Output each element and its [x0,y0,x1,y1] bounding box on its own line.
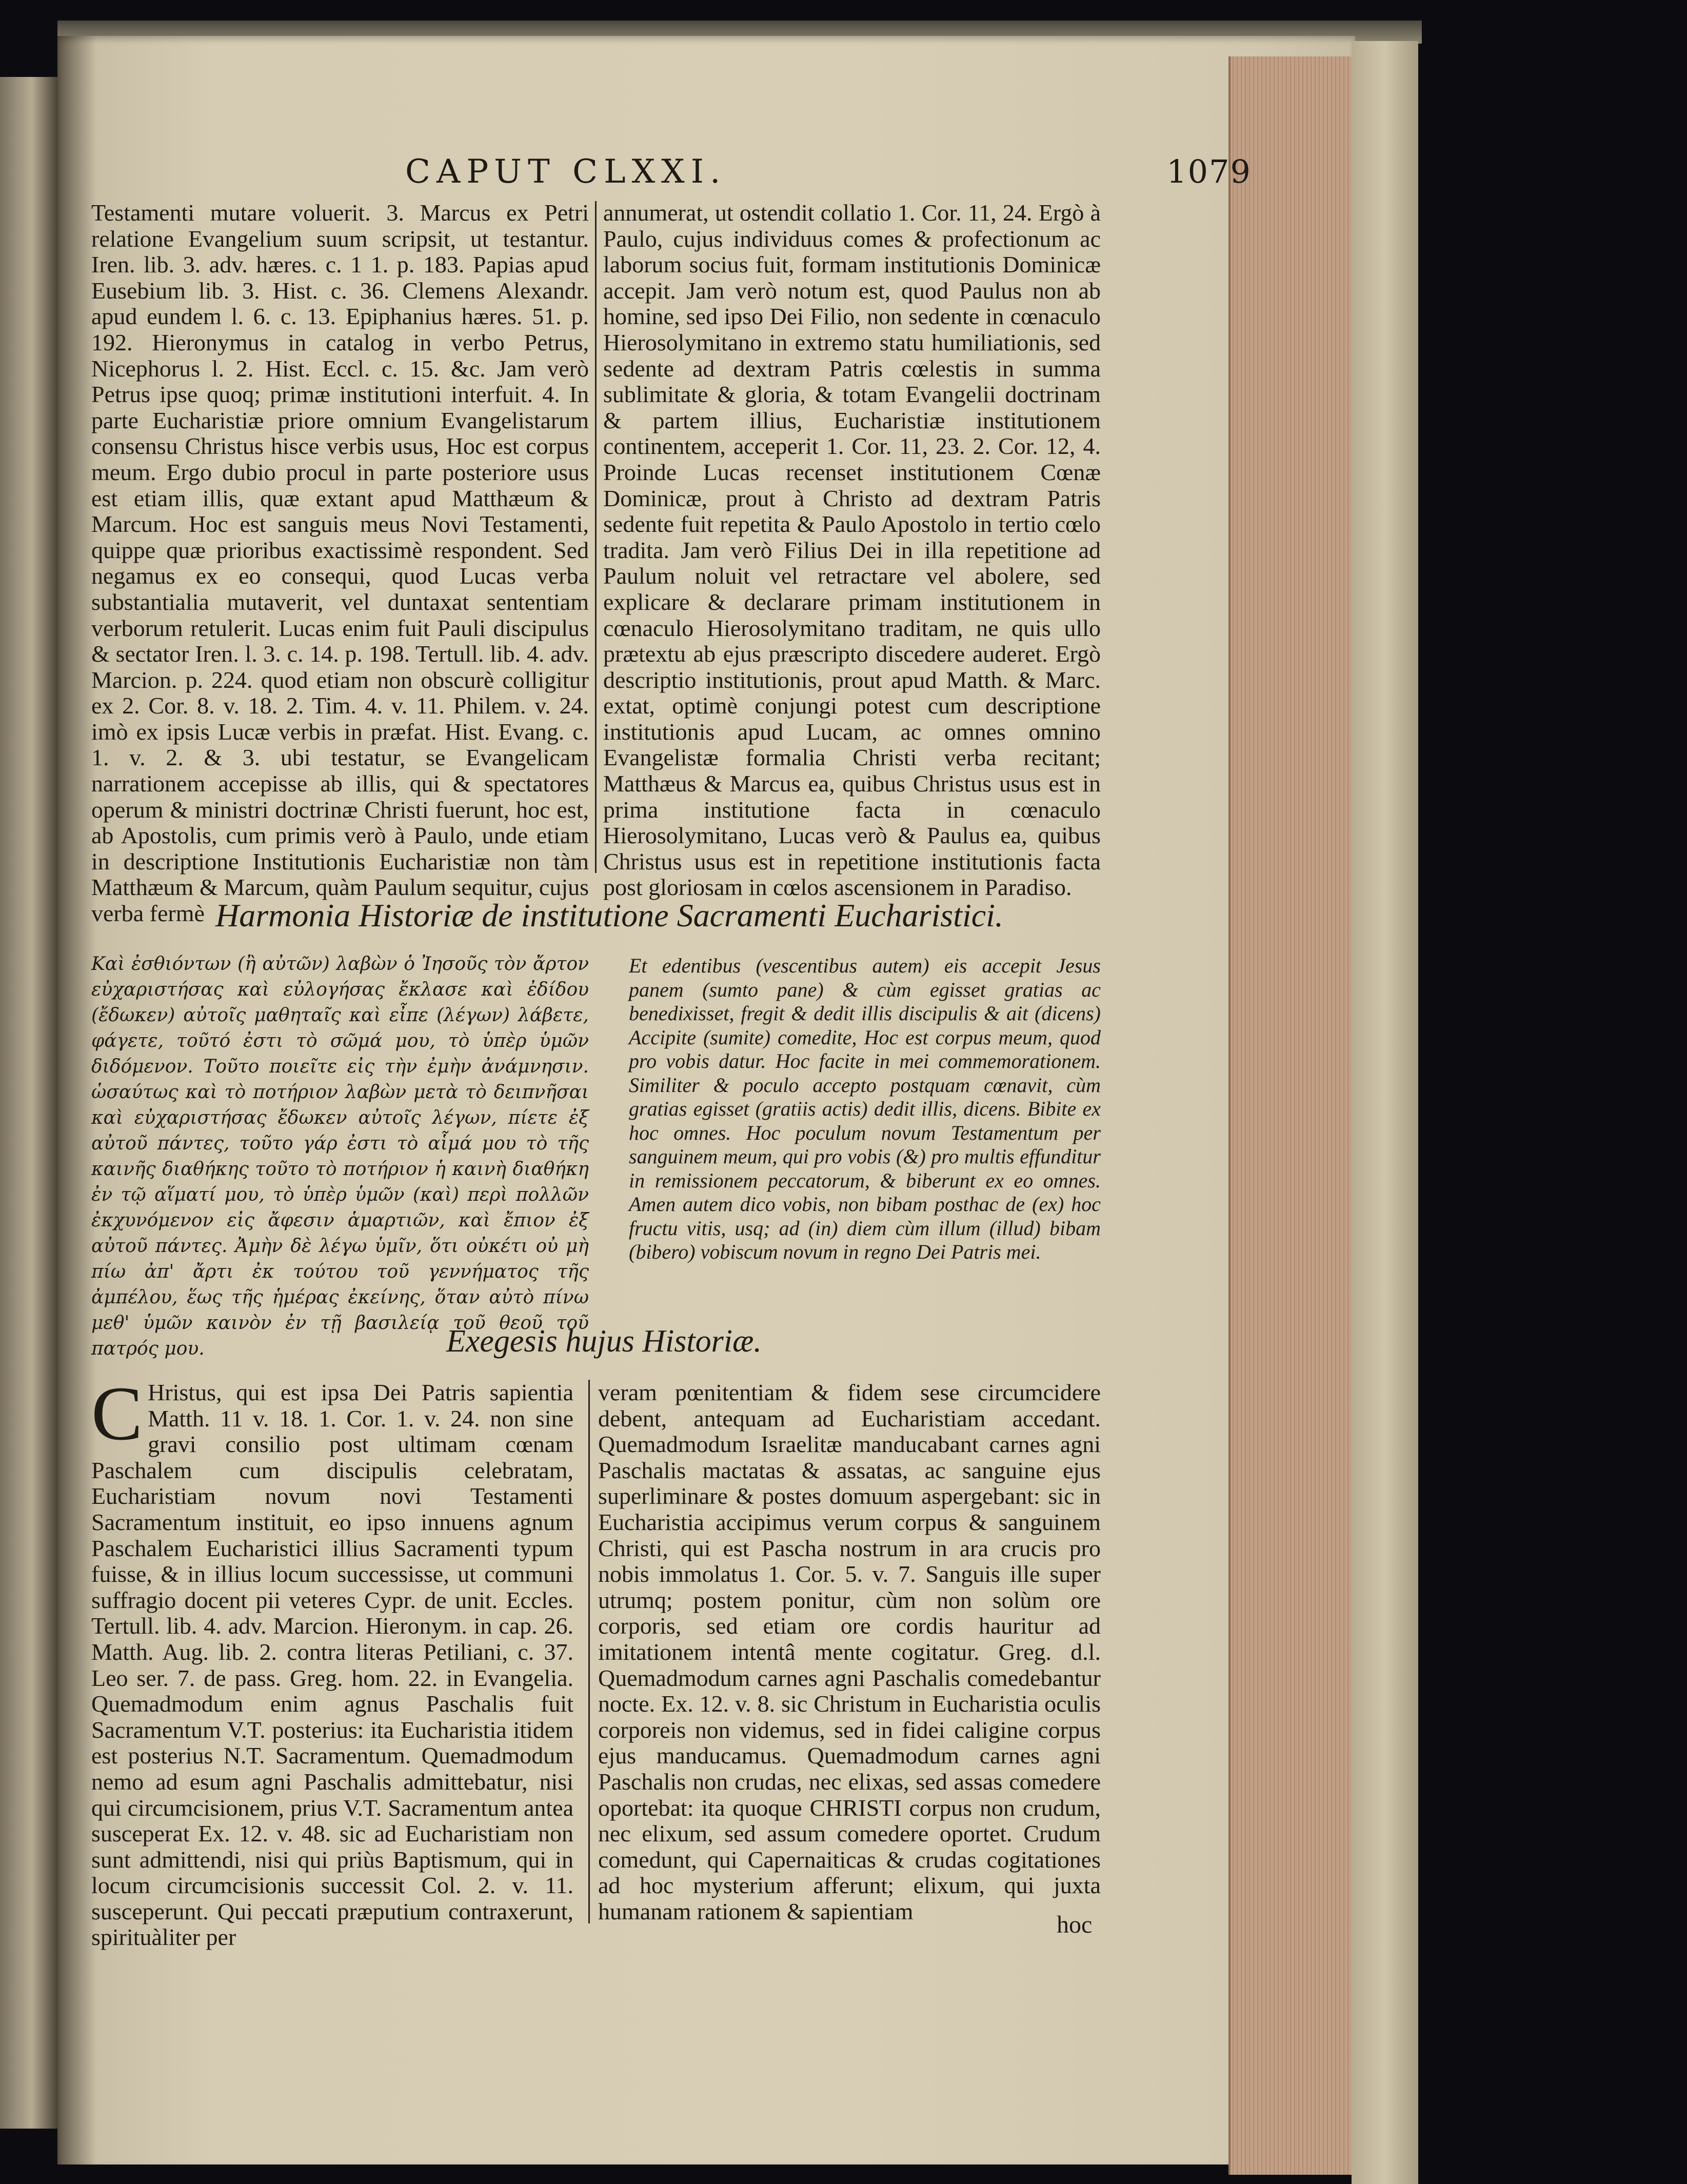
book-cover-edge [1352,41,1418,2184]
top-left-column: Testamenti mutare voluerit. 3. Marcus ex Petri relatione Evangelium suum scripsit, ut testantur. Iren. lib. 3. adv. hæres. c. 1 1. p. 183. Papias apud Eusebium lib. 3. Hist. c. 36. Clemens Alexandr. apud eundem l. 6. c. 13. Epiphanius hæres. 51. p. 192. Hieronymus in catalog in verbo Petrus, Nicephorus l. 2. Hist. Eccl. c. 15. &c. Jam verò Petrus ipse quoq; primæ institutioni interfuit. 4. In parte Eucharistiæ priore omnium Evangelistarum consensu Christus hisce verbis usus, Hoc est corpus meum. Ergo dubio procul in parte posteriore usus est etiam illis, quæ extant apud Matthæum & Marcum. Hoc est sanguis meus Novi Testamenti, quippe quæ prioribus exactissimè respondent. Sed negamus ex eo consequi, quod Lucas verba substantialia mutaverit, vel duntaxat sententiam verborum retulerit. Lucas enim fuit Pauli discipulus & sectator Iren. l. 3. c. 14. p. 198. Tertull. lib. 4. adv. Marcion. p. 224. quod etiam non obscurè colligitur ex 2. Cor. 8. v. 18. 2. Tim. 4. v. 11. Philem. v. 24. imò ex ipsis Lucæ verbis in præfat. Hist. Evang. c. 1. v. 2. & 3. ubi testatur, se Evangelicam narrationem accepisse ab illis, qui & spectatores operum & ministri doctrinæ Christi fuerunt, hoc est, ab Apostolis, cum primis verò à Paulo, unde etiam in descriptione Institutionis Eucharistiæ non tàm Matthæum & Marcum, quàm Paulum sequitur, cujus verba fermè [91,200,589,927]
column-divider-top [595,201,597,873]
column-divider-bottom [588,1380,590,1923]
bottom-right-column: veram pœnitentiam & fidem sese circumcidere debent, antequam ad Eucharistiam accedant. Quemadmodum Israelitæ manducabant carnes agni Paschalis mactatas & assatas, ac sanguine ejus superliminare & postes domuum aspergebant: sic in Eucharistia accipimus verum corpus & sanguinem Christi, qui est Pascha nostrum in ara crucis pro nobis immolatus 1. Cor. 5. v. 7. Sanguis ille super utrumq; postem ponitur, cùm non solùm ore corporis, sed etiam ore cordis hauritur ad imitationem intentâ mente cogitatur. Greg. d.l. Quemadmodum carnes agni Paschalis comedebantur nocte. Ex. 12. v. 8. sic Christum in Eucharistia oculis corporeis non videmus, sed in fidei caligine corpus ejus manducamus. Quemadmodum carnes agni Paschalis non crudas, nec elixas, sed assas comedere oportebat: ita quoque CHRISTI corpus non crudum, nec elixum, sed assum comedere oportet. Crudum comedunt, qui Capernaiticas & crudas cogitationes ad hoc mysterium afferunt; elixum, qui juxta humanam rationem & sapientiam [598,1379,1101,1924]
page-edges [1228,56,1354,2175]
bottom-left-text: Hristus, qui est ipsa Dei Patris sapientia Matth. 11 v. 18. 1. Cor. 1. v. 24. non sine gravi consilio post ultimam cœnam Paschalem cum discipulis celebratam, Eucharistiam novum novi Testamenti Sacramentum instituit, eo ipso innuens agnum Paschalem Eucharistici illius Sacramenti typum fuisse, & in illius locum successisse, ut communi suffragio docent pii veteres Cypr. de unit. Eccles. Tertull. lib. 4. adv. Marcion. Hieronym. in cap. 26. Matth. Aug. lib. 2. contra literas Petiliani, c. 37. Leo ser. 7. de pass. Greg. hom. 22. in Evangelia. Quemadmodum enim agnus Paschalis fuit Sacramentum V.T. posterius: ita Eucharistia itidem est posterius N.T. Sacramentum. Quemadmodum nemo ad esum agni Paschalis admittebatur, nisi qui circumcisionem, prius V.T. Sacramentum antea susceperat Ex. 12. v. 48. sic ad Eucharistiam non sunt admittendi, nisi qui priùs Baptismum, qui in locum circumcisionis successit Col. 2. v. 11. susceperunt. Qui peccati præputium contraxerunt, spirituàliter per [91,1379,573,1951]
bottom-left-column [91,1371,573,1951]
harmony-latin-text: Et edentibus (vescentibus autem) eis accepit Jesus panem (sumto pane) & cùm egisset gratias ac benedixisset, fregit & dedit illis discipulis & ait (dicens) Accipite (sumite) comedite, Hoc est corpus meum, quod pro vobis datur. Hoc facite in mei commemorationem. Similiter & poculo accepto postquam cœnavit, cùm gratias egisset (gratiis actis) dedit illis, dicens. Bibite ex hoc omnes. Hoc poculum novum Testamentum per sanguinem meum, qui pro vobis (&) pro multis effunditur in remissionem peccatorum, & biberunt ex eo omnes. Amen autem dico vobis, non bibam posthac de (ex) hoc fructu vitis, usq; ad (in) diem cùm illum (illud) bibam (bibero) vobiscum novum in regno Dei Patris mei. [629,954,1101,1263]
drop-cap: C [91,1371,143,1456]
exegesis-heading: Exegesis hujus Historiæ. [446,1324,762,1359]
running-header [405,153,1252,194]
harmony-greek-text: Καὶ ἐσθιόντων (ἢ αὐτῶν) λαβὼν ὁ Ἰησοῦς τὸν ἄρτον εὐχαριστήσας καὶ εὐλογήσας ἔκλασε καὶ ἐδίδου (ἔδωκεν) αὐτοῖς μαθηταῖς καὶ εἶπε (λέγων) λάβετε, φάγετε, τοῦτό ἐστι τὸ σῶμά μου, τὸ ὑπὲρ ὑμῶν διδόμενον. Τοῦτο ποιεῖτε εἰς τὴν ἐμὴν ἀνάμνησιν. ὡσαύτως καὶ τὸ ποτήριον λαβὼν μετὰ τὸ δειπνῆσαι καὶ εὐχαριστήσας ἔδωκεν αὐτοῖς λέγων, πίετε ἐξ αὐτοῦ πάντες, τοῦτο γάρ ἐστι τὸ αἷμά μου τὸ τῆς καινῆς διαθήκης τοῦτο τὸ ποτήριον ἡ καινὴ διαθήκη ἐν τῷ αἵματί μου, τὸ ὑπὲρ ὑμῶν (καὶ) περὶ πολλῶν ἐκχυνόμενον εἰς ἄφεσιν ἁμαρτιῶν, καὶ ἔπιον ἐξ αὐτοῦ πάντες. Ἀμὴν δὲ λέγω ὑμῖν, ὅτι οὐκέτι οὐ μὴ πίω ἀπ' ἄρτι ἐκ τούτου τοῦ γεννήματος τῆς ἀμπέλου, ἕως τῆς ἡμέρας ἐκείνης, ὅταν αὐτὸ πίνω μεθ' ὑμῶν καινὸν ἐν τῇ βασιλείᾳ τοῦ θεοῦ τοῦ πατρός μου. [91,954,589,1359]
top-right-column: annumerat, ut ostendit collatio 1. Cor. 11, 24. Ergò à Paulo, cujus individuus comes & profectionum ac laborum socius fuit, formam institutionis Dominicæ accepit. Jam verò notum est, quod Paulus non ab homine, sed ipso Dei Filio, non sedente in cœnaculo Hierosolymitano in extremo statu humiliationis, sed sedente ad dextram Patris cœlestis in summa sublimitate & gloria, & totam Evangelii doctrinam & partem illius, Eucharistiæ institutionem continentem, acceperit 1. Cor. 11, 23. 2. Cor. 12, 4. Proinde Lucas recenset institutionem Cœnæ Dominicæ, prout à Christo ad dextram Patris sedente fuit repetita & Paulo Apostolo in tertio cœlo tradita. Jam verò Filius Dei in illa repetitione ad Paulum noluit vel retractare vel abolere, sed explicare & declarare primam institutionem in cœnaculo Hierosolymitano traditam, ne quis ullo prætextu ab ejus præscripto discedere auderet. Ergò descriptio institutionis, prout apud Matth. & Marc. extat, optimè conjungi potest cum descriptione institutionis apud Lucam, ac omnes omnino Evangelistæ formalia Christi verba recitant; Matthæus & Marcus ea, quibus Christus usus est in prima institutione facta in cœnaculo Hierosolymitano, Lucas verò & Paulus ea, quibus Christus usus est in repetitione institutionis facta post gloriosam in cœlos ascensionem in Paradiso. [603,200,1101,901]
catchword: hoc [1057,1911,1093,1938]
chapter-title: CAPUT CLXXI. [405,153,727,191]
harmony-heading: Harmonia Historiæ de institutione Sacramenti Eucharistici. [215,897,1003,934]
page-number: 1079 [1166,153,1252,190]
facing-page-fragment [0,77,57,2129]
